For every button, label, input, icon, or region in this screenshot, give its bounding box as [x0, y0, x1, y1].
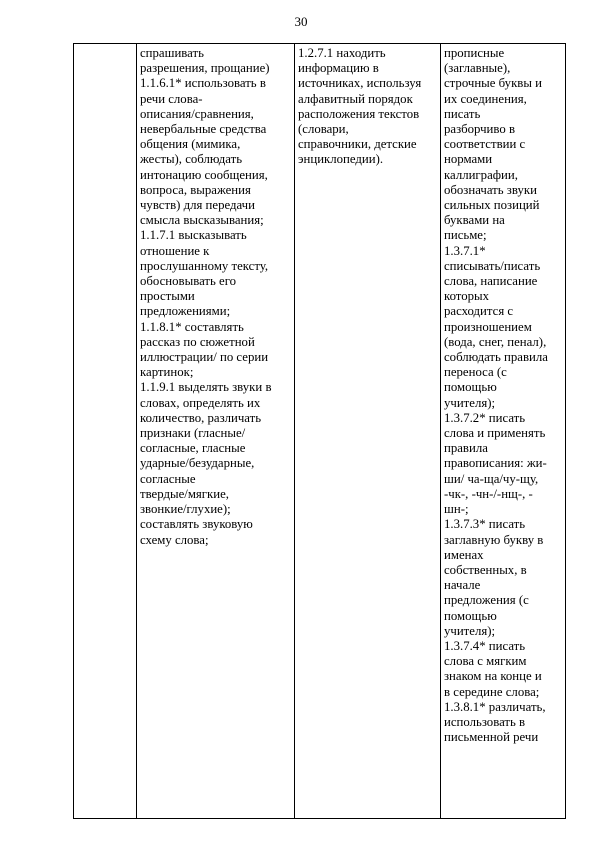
text-paragraph: спрашивать разрешения, прощание): [140, 46, 270, 76]
table-divider-1: [136, 44, 137, 818]
text-paragraph: 1.2.7.1 находить информацию в источниках, используя алфавитный порядок расположения текстов (словари, справочники, детские энциклопедии).: [298, 46, 422, 167]
text-paragraph: 1.3.7.1* списывать/писать слова, написание которых расходится с произношением (вода, снег, пенал), соблюдать правила переноса (с помощью учителя);: [444, 243, 548, 410]
writing-goals-cell: [444, 46, 564, 745]
text-paragraph: 1.3.8.1* различать, использовать в письменной речи: [444, 699, 546, 745]
text-paragraph: 1.1.9.1 выделять звуки в словах, определять их количество, различать признаки (гласные/ согласные, гласные ударные/безударные, согласные твердые/мягкие, звонкие/глухие); составлять звуковую схему слова;: [140, 380, 272, 547]
text-paragraph: 1.3.7.3* писать заглавную букву в именах собственных, в начале предложения (с помощью учителя);: [444, 517, 544, 638]
table-border-left: [73, 44, 74, 818]
table-border-right: [565, 44, 566, 818]
text-paragraph: 1.3.7.4* писать слова с мягким знаком на конце и в середине слова;: [444, 638, 542, 699]
text-paragraph: 1.1.7.1 высказывать отношение к прослушанному тексту, обосновывать его простыми предложениями;: [140, 228, 269, 319]
text-paragraph: 1.1.6.1* использовать в речи слова- описания/сравнения, невербальные средства общения (мимика, жесты), соблюдать интонацию сообщения, вопроса, выражения чувств) для передачи смысла высказывания;: [140, 76, 268, 228]
table-divider-2: [294, 44, 295, 818]
text-paragraph: 1.3.7.2* писать слова и применять правила правописания: жи- ши/ ча-ща/чу-щу, -чк-, -чн-/-нщ-, - шн-;: [444, 410, 547, 517]
reading-goals-cell: [298, 46, 438, 168]
curriculum-table: [73, 43, 566, 819]
speaking-goals-cell: [140, 46, 291, 548]
page-number: 30: [294, 14, 308, 29]
table-divider-3: [440, 44, 441, 818]
text-paragraph: 1.1.8.1* составлять рассказ по сюжетной иллюстрации/ по серии картинок;: [140, 319, 269, 380]
text-paragraph: прописные (заглавные), строчные буквы и их соединения, писать разборчиво в соответствии с нормами каллиграфии, обозначать звуки сильных позиций буквами на письме;: [444, 46, 542, 243]
